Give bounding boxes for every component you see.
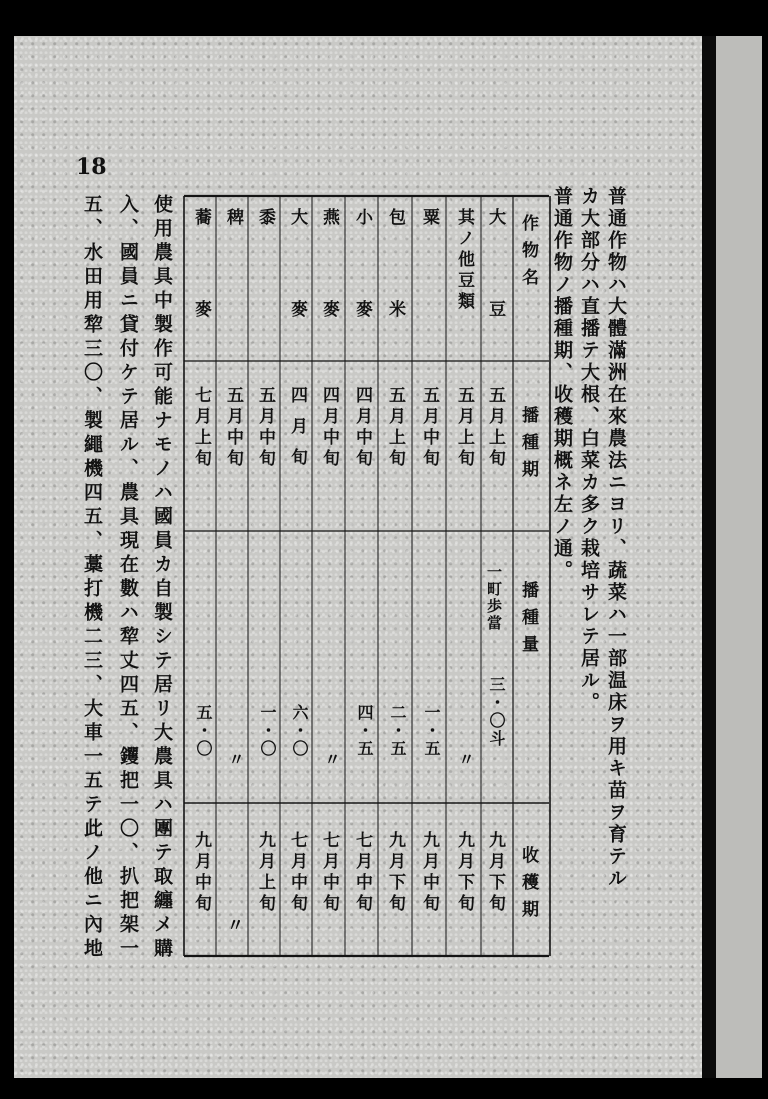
sowing-period-cell: 五月上旬 [485, 386, 505, 470]
sowing-period-cell: 五月中旬 [255, 386, 275, 470]
book-gutter [702, 36, 716, 1078]
intro-line: カ大部分ハ直播テ大根、白菜カ多ク栽培サレテ居ル。 [578, 186, 600, 714]
sowing-period-cell: 五月上旬 [385, 386, 405, 470]
header-sowing-amount: 播種量 [518, 581, 538, 662]
crop-cell: 蕎麥 [191, 208, 211, 392]
harvest-period-cell: 七月中旬 [287, 831, 307, 915]
sowing-amount-cell: 〃 [322, 751, 341, 769]
crop-cell: 包米 [385, 208, 405, 392]
crop-cell: 其ノ他豆類 [454, 208, 474, 313]
crop-cell: 燕麥 [319, 208, 339, 392]
sowing-period-cell: 五月中旬 [223, 386, 243, 470]
page-number: 18 [76, 154, 107, 180]
body-line: 五、水田用犂三〇、製繩機四五、藁打機二三、大車一五テ此ノ他ニ內地 [81, 194, 103, 962]
sowing-period-cell: 五月中旬 [419, 386, 439, 470]
harvest-period-cell: 九月中旬 [419, 831, 439, 915]
intro-line: 普通作物ハ大體滿洲在來農法ニヨリ、蔬菜ハ一部温床ヲ用キ苗ヲ育テル [605, 186, 627, 890]
sowing-amount-cell: 一・〇 [258, 704, 277, 758]
body-line: 使用農具中製作可能ナモノハ國員カ自製シテ居リ大農具ハ團テ取纏メ購 [151, 194, 173, 962]
sowing-amount-cell: 〃 [226, 751, 245, 769]
harvest-period-cell: 七月中旬 [352, 831, 372, 915]
sowing-period-cell: 五月上旬 [454, 386, 474, 470]
sowing-period-cell: 四月中旬 [319, 386, 339, 470]
sowing-amount-cell: 五・〇 [194, 704, 213, 758]
harvest-period-cell: 九月上旬 [255, 831, 275, 915]
scanned-page [14, 36, 702, 1078]
header-crop: 作物名 [518, 214, 538, 295]
sowing-period-cell: 四月旬 [287, 386, 307, 479]
harvest-period-cell: 〃 [223, 916, 243, 937]
sowing-amount-cell: 〃 [456, 751, 475, 769]
header-sowing-period: 播種期 [518, 406, 538, 487]
crop-cell: 小麥 [352, 208, 372, 392]
crop-cell: 黍 [255, 208, 275, 229]
sowing-amount-cell: 四・五 [355, 704, 374, 758]
facing-page-edge [716, 36, 762, 1078]
harvest-period-cell: 九月下旬 [454, 831, 474, 915]
sowing-amount-cell: 一・五 [422, 704, 441, 758]
sowing-period-cell: 七月上旬 [191, 386, 211, 470]
crop-cell: 粟 [419, 208, 439, 229]
sowing-amount-cell: 二・五 [388, 704, 407, 758]
harvest-period-cell: 九月下旬 [385, 831, 405, 915]
sowing-amount-cell: 六・〇 [290, 704, 309, 758]
body-line: 入、國員ニ貸付ケテ居ル、農具現在數ハ犂丈四五、钁把一〇、扒把架一 [117, 194, 139, 962]
harvest-period-cell: 九月下旬 [485, 831, 505, 915]
crop-cell: 稗 [223, 208, 243, 229]
harvest-period-cell: 九月中旬 [191, 831, 211, 915]
crop-cell: 大豆 [485, 208, 505, 392]
harvest-period-cell: 七月中旬 [319, 831, 339, 915]
sowing-amount-unit-note: 一町歩當 [485, 564, 503, 632]
intro-line: 普通作物ノ播種期、收穫期概ネ左ノ通。 [551, 186, 573, 582]
sowing-period-cell: 四月中旬 [352, 386, 372, 470]
header-harvest-period: 收穫期 [518, 846, 538, 927]
crop-cell: 大麥 [287, 208, 307, 392]
sowing-amount-cell: 三・〇斗 [487, 676, 506, 748]
